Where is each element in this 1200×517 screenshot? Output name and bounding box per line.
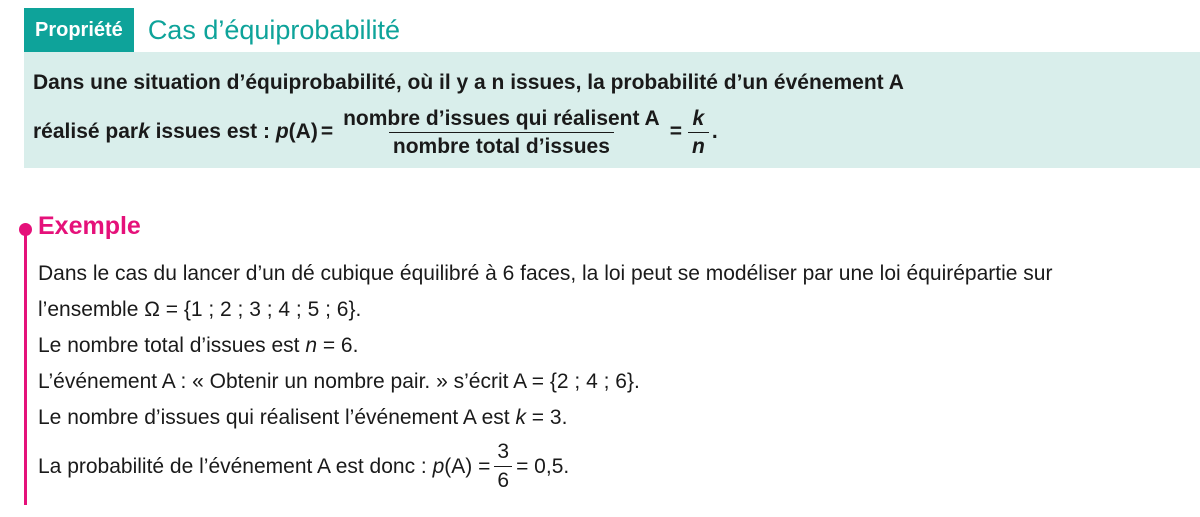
example-line-5-var: k [515,406,526,429]
fraction-k: k [692,106,705,130]
example-line-6-p: p [432,454,445,478]
formula-end: . [711,120,718,143]
example-line-6-end: = 0,5. [516,454,570,478]
example-line-5-end: = 3. [525,406,568,429]
property-badge: Propriété [24,8,134,52]
example-line-5-text: Le nombre d’issues qui réalisent l’événement A est [38,406,516,429]
fraction-denominator: nombre total d’issues [389,132,614,160]
formula-k: k [138,120,150,143]
formula-equals-2: = [669,120,682,143]
example-line-3-text: Le nombre total d’issues est [38,334,306,357]
formula-fraction-kn [688,105,709,160]
example-line-6-pA: (A) = [444,454,491,478]
example-line-3 [38,328,1188,364]
example-line-6 [38,438,1188,495]
example-line-5 [38,400,1188,436]
example-line-4: L’événement A : « Obtenir un nombre pair. » s’écrit A = {2 ; 4 ; 6}. [38,370,640,393]
property-statement-line1: Dans une situation d’équiprobabilité, où il y a n issues, la probabilité d’un événement A [33,71,904,94]
formula-prefix: réalisé par [33,120,139,143]
formula-pA: (A) [288,120,318,143]
example-line-1: Dans le cas du lancer d’un dé cubique équilibré à 6 faces, la loi peut se modéliser par une loi équirépartie sur [38,262,1053,285]
example-line-3-end: = 6. [317,334,359,357]
formula-p: p [275,120,289,143]
property-title: Cas d’équiprobabilité [147,14,400,45]
example-fraction-den: 6 [494,466,512,495]
property-header [24,8,400,52]
example-line-3-var: n [305,334,317,357]
example-title: Exemple [38,212,141,240]
example-fraction-num: 3 [497,440,510,463]
example-line-6-text: La probabilité de l’événement A est donc : [38,454,433,478]
formula-issues: issues est : [149,120,276,143]
formula-equals-1: = [320,120,334,143]
property-formula-line [33,102,1200,162]
example-body [38,256,1188,495]
fraction-n: n [688,132,709,160]
example-line-2: l’ensemble Ω = {1 ; 2 ; 3 ; 4 ; 5 ; 6}. [38,298,362,321]
example-fraction [494,438,512,495]
property-box [24,52,1200,168]
fraction-numerator: nombre d’issues qui réalisent A [343,106,660,130]
example-bar [24,229,27,505]
formula-fraction-main [339,105,664,160]
